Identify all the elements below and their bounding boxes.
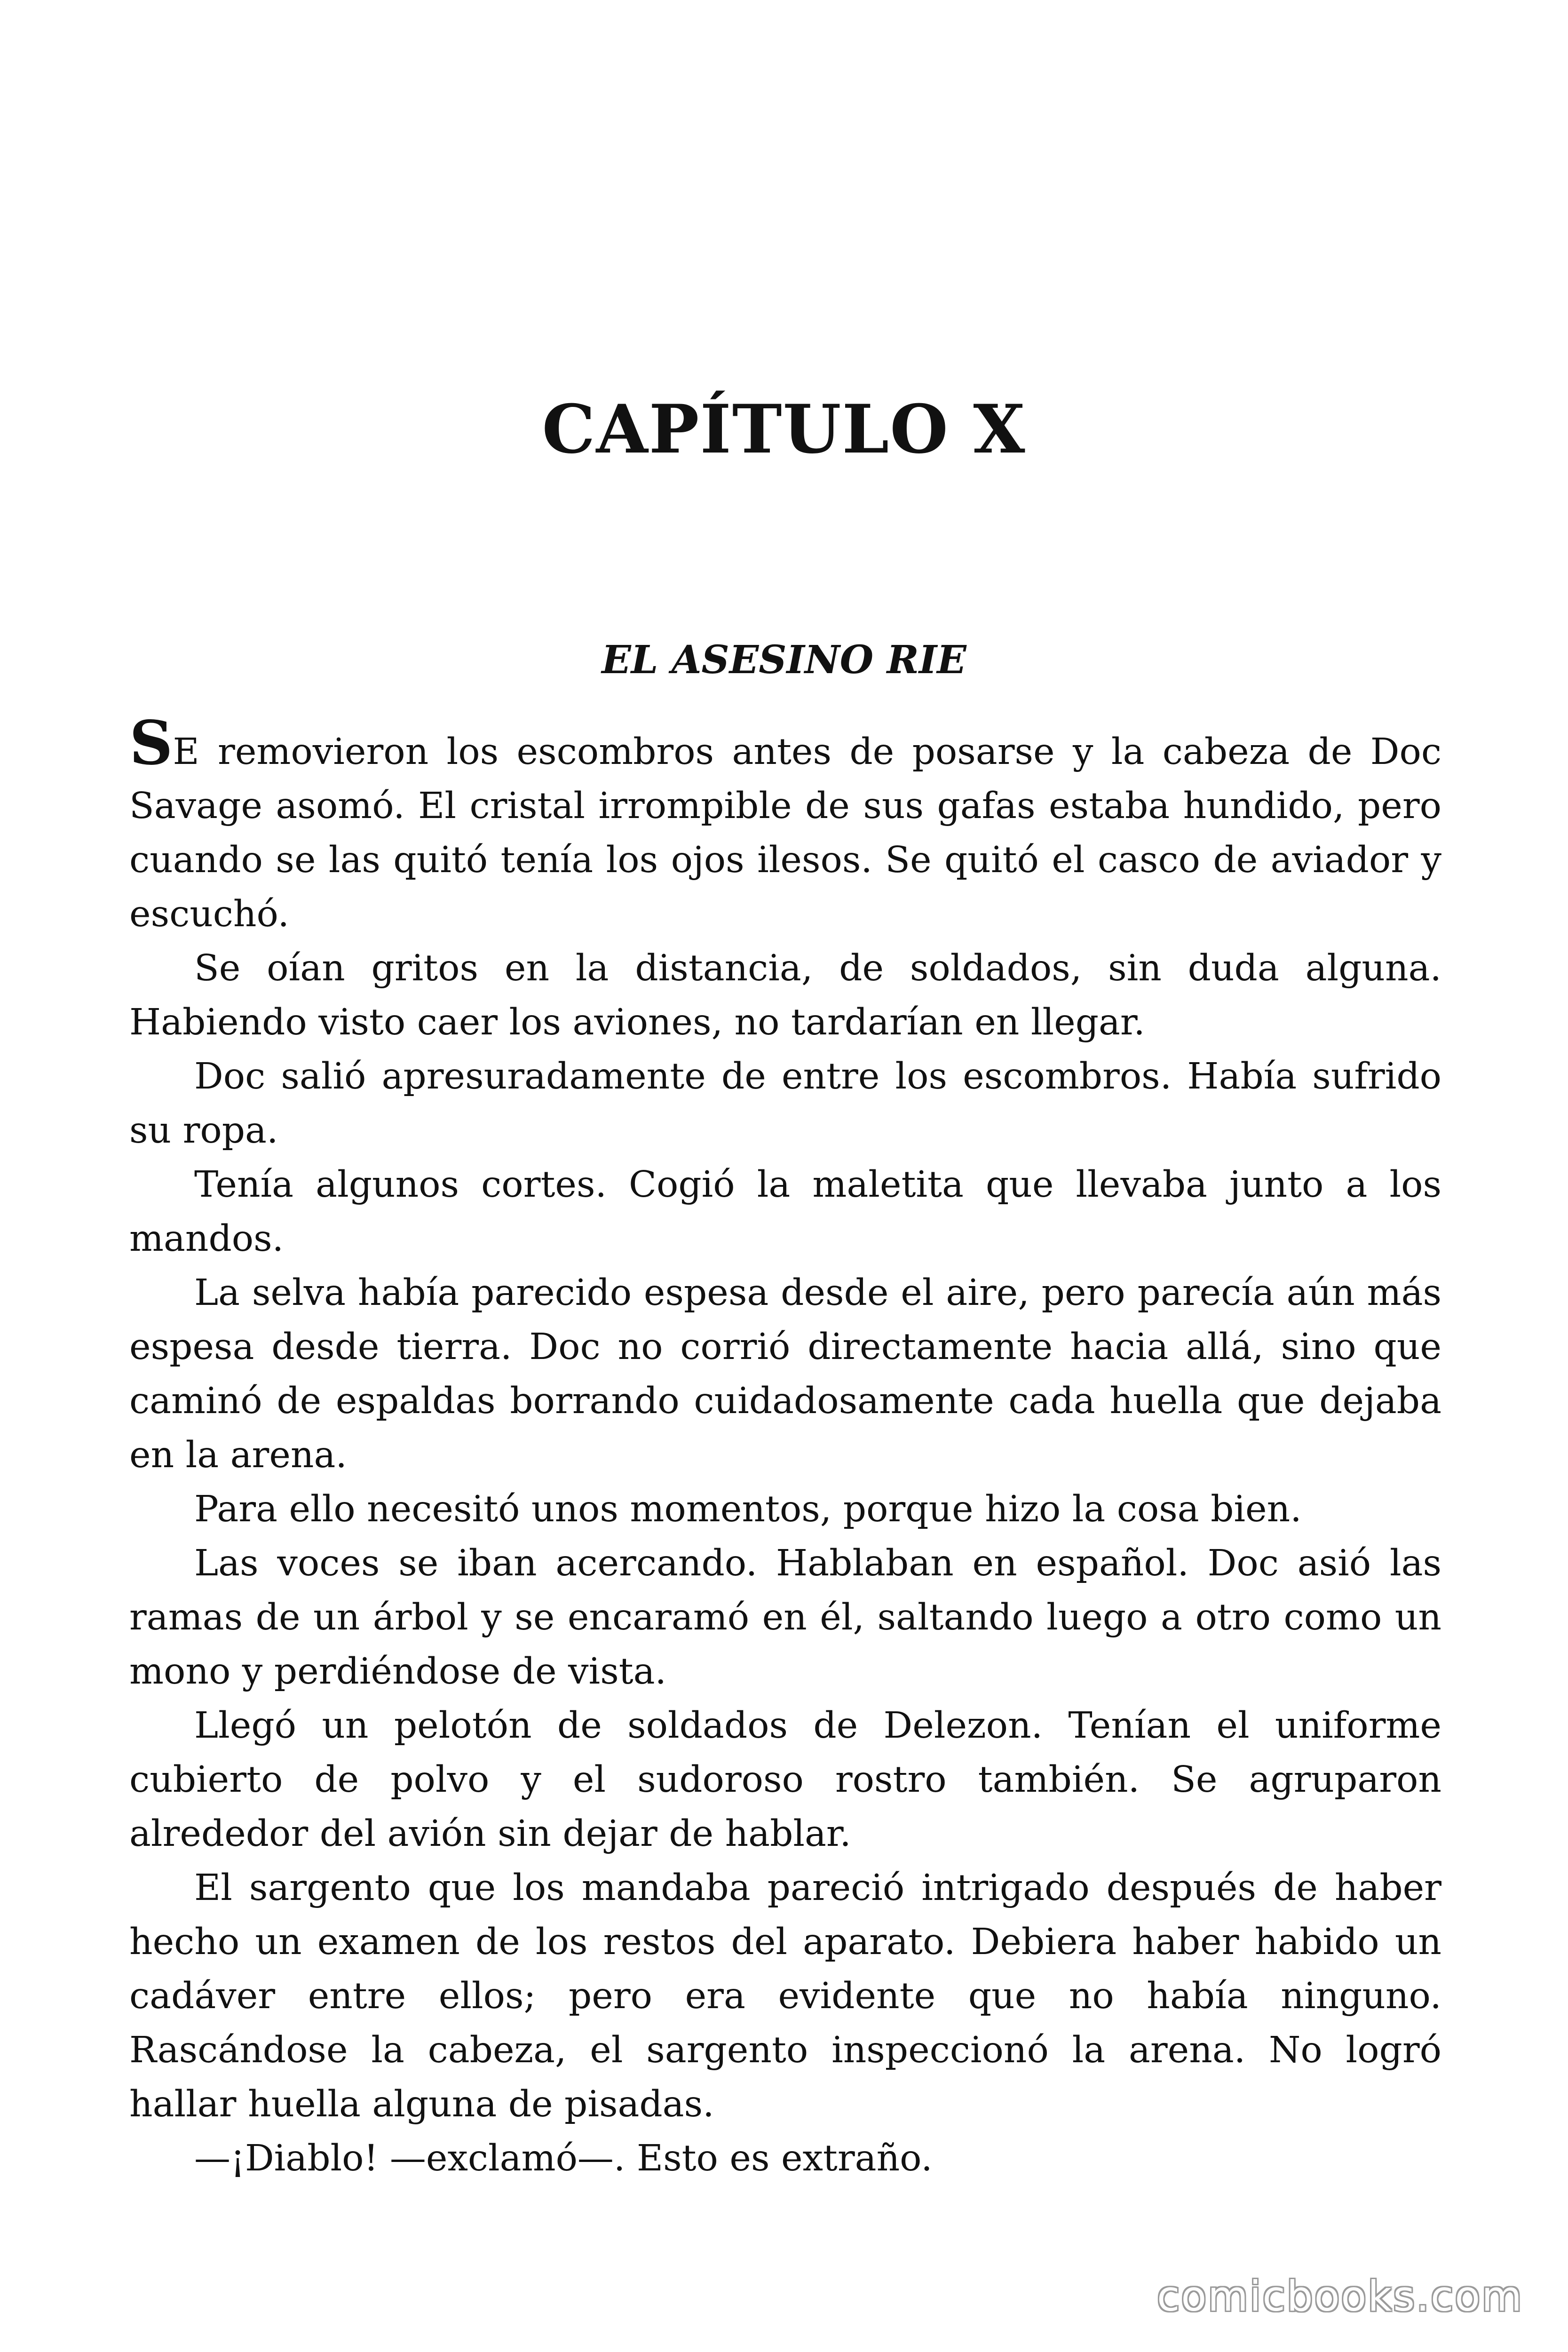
paragraph-1-text: removieron los escombros antes de posarse y la cabeza de Doc Savage asomó. El cristal irrompible de sus gafas estaba hundido, pero cuando se las quitó tenía los ojos ilesos. Se quitó el casco de aviador y escuchó. [129,731,1441,935]
chapter-subtitle: EL ASESINO RIE [602,637,966,683]
paragraph-1 [129,708,1441,941]
paragraph-2: Se oían gritos en la distancia, de soldados, sin duda alguna. Habiendo visto caer los aviones, no tardarían en llegar. [129,947,1441,1043]
drop-cap-smallcaps: E [173,731,200,773]
paragraph-8: Llegó un pelotón de soldados de Delezon. Tenían el uniforme cubierto de polvo y el sudoroso rostro también. Se agruparon alrededor del avión sin dejar de hablar. [129,1705,1441,1855]
body-text [129,708,1441,2185]
paragraph-10: —¡Diablo! —exclamó—. Esto es extraño. [194,2137,933,2179]
drop-cap: S [129,708,173,779]
watermark: comicbooks.com [1156,2272,1523,2320]
chapter-title: CAPÍTULO X [542,390,1026,469]
paragraph-6: Para ello necesitó unos momentos, porque hizo la cosa bien. [194,1488,1302,1530]
paragraph-7: Las voces se iban acercando. Hablaban en español. Doc asió las ramas de un árbol y se encaramó en él, saltando luego a otro como un mono y perdiéndose de vista. [129,1542,1441,1692]
paragraph-4: Tenía algunos cortes. Cogió la maletita que llevaba junto a los mandos. [129,1164,1441,1260]
paragraph-5: La selva había parecido espesa desde el aire, pero parecía aún más espesa desde tierra. Doc no corrió directamente hacia allá, sino que caminó de espaldas borrando cuidadosamente cada huella que dejaba en la arena. [129,1272,1441,1476]
paragraph-3: Doc salió apresuradamente de entre los escombros. Había sufrido su ropa. [129,1056,1441,1152]
paragraph-9: El sargento que los mandaba pareció intrigado después de haber hecho un examen de los restos del aparato. Debiera haber habido un cadáver entre ellos; pero era evidente que no había ninguno. Rascándose la cabeza, el sargento inspeccionó la arena. No logró hallar huella alguna de pisadas. [129,1867,1441,2125]
